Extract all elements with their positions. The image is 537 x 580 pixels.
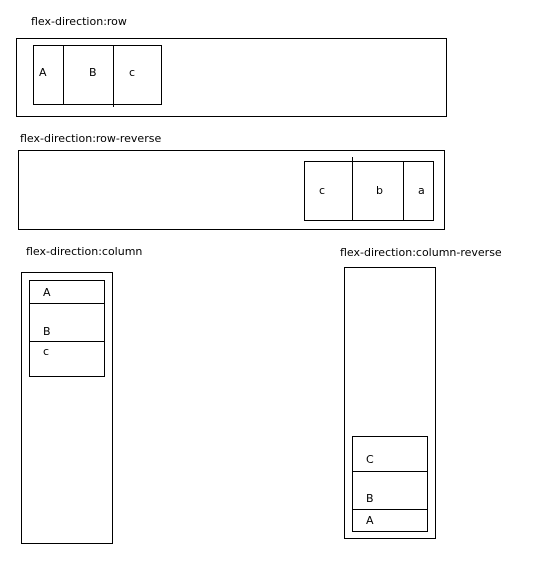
column-label: flex-direction:column bbox=[26, 245, 143, 258]
row-reverse-item-a: a bbox=[418, 184, 425, 197]
row-reverse-divider bbox=[352, 157, 353, 221]
column-item-c: c bbox=[43, 345, 50, 358]
row-items-group bbox=[33, 45, 162, 105]
row-divider bbox=[63, 45, 64, 105]
column-reverse-item-c-box bbox=[352, 436, 428, 472]
column-item-c-box bbox=[29, 341, 105, 377]
column-item-a: A bbox=[43, 286, 51, 299]
column-reverse-item-a-box bbox=[352, 509, 428, 532]
row-item-b: B bbox=[89, 66, 97, 79]
row-item-c: c bbox=[129, 66, 136, 79]
column-item-b-box bbox=[29, 303, 105, 342]
column-reverse-label: flex-direction:column-reverse bbox=[340, 246, 502, 259]
column-item-a-box bbox=[29, 280, 105, 304]
row-reverse-divider bbox=[403, 161, 404, 221]
column-reverse-item-c: C bbox=[366, 453, 374, 466]
row-item-a: A bbox=[39, 66, 47, 79]
column-reverse-item-a: A bbox=[366, 514, 374, 527]
row-reverse-item-c: c bbox=[319, 184, 326, 197]
column-item-b: B bbox=[43, 325, 51, 338]
row-reverse-label: flex-direction:row-reverse bbox=[20, 132, 162, 145]
row-label: flex-direction:row bbox=[31, 15, 127, 28]
column-reverse-item-b: B bbox=[366, 492, 374, 505]
row-divider bbox=[113, 45, 114, 107]
row-reverse-item-b: b bbox=[376, 184, 383, 197]
column-reverse-item-b-box bbox=[352, 471, 428, 510]
